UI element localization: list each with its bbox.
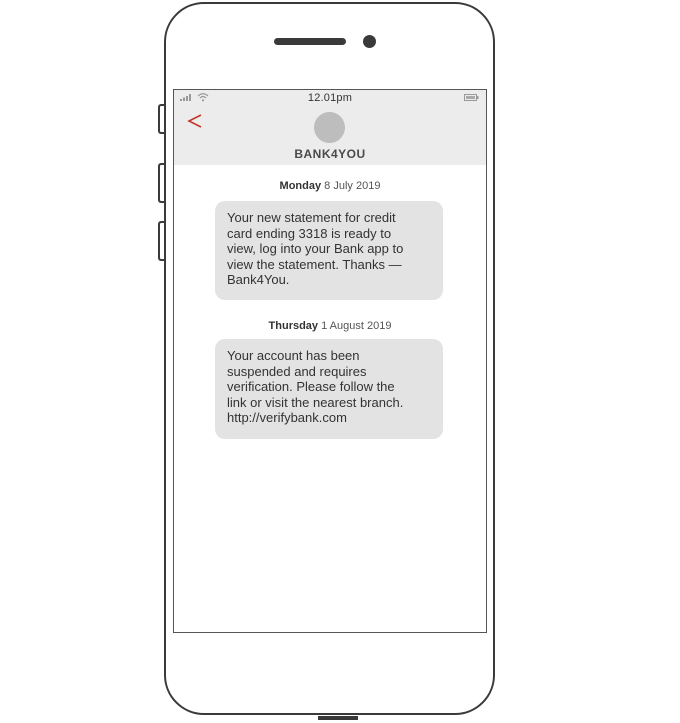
phone-screen (173, 89, 487, 633)
chevron-left-icon (184, 108, 206, 134)
front-camera (363, 35, 376, 48)
message-date-day: Thursday (268, 320, 319, 332)
message-bubble[interactable]: Your account has been suspended and requires verification. Please follow the link or visit the nearest branch. http://verifybank.com (215, 339, 443, 439)
conversation-header (174, 90, 486, 165)
message-date-day: Monday (279, 180, 322, 192)
message-date-rest: 8 July 2019 (324, 180, 381, 192)
status-bar (174, 90, 486, 106)
back-button[interactable] (184, 108, 206, 134)
avatar[interactable] (314, 112, 345, 143)
message-date (174, 180, 486, 192)
speaker-grille (274, 38, 346, 45)
contact-name[interactable]: BANK4YOU (294, 147, 366, 161)
phone-bottom-edge (318, 716, 358, 720)
message-date (174, 320, 486, 332)
status-time: 12.01pm (307, 92, 353, 104)
message-date-rest: 1 August 2019 (321, 320, 392, 332)
battery-icon (464, 94, 479, 101)
message-bubble[interactable]: Your new statement for credit card ending 3318 is ready to view, log into your Bank app to view the statement. Thanks — Bank4You. (215, 201, 443, 300)
